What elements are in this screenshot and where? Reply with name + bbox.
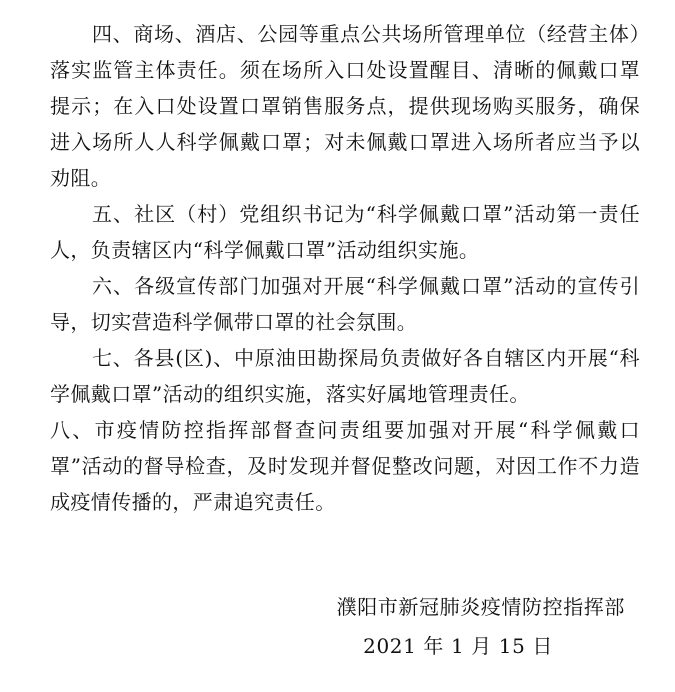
paragraph-item-7: 七、各县(区)、中原油田勘探局负责做好各自辖区内开展“科学佩戴口罩”活动的组织实施，落实好属地管理责任。 <box>50 346 640 406</box>
paragraph-item-4: 四、商场、酒店、公园等重点公共场所管理单位（经营主体）落实监管主体责任。须在场所入口处设置醒目、清晰的佩戴口罩提示；在入口处设置口罩销售服务点，提供现场购买服务，确保进入场所人人科学佩戴口罩；对未佩戴口罩进入场所者应当予以劝阻。 <box>50 22 640 190</box>
paragraph-item-6: 六、各级宣传部门加强对开展“科学佩戴口罩”活动的宣传引导，切实营造科学佩带口罩的社会氛围。 <box>50 274 640 334</box>
signature-date: 2021 年 1 月 15 日 <box>363 634 553 658</box>
signature-organization: 濮阳市新冠肺炎疫情防控指挥部 <box>336 595 625 619</box>
paragraph-item-8: 八、市疫情防控指挥部督查问责组要加强对开展“科学佩戴口罩”活动的督导检查，及时发现并督促整改问题，对因工作不力造成疫情传播的，严肃追究责任。 <box>50 418 640 514</box>
paragraph-item-5: 五、社区（村）党组织书记为“科学佩戴口罩”活动第一责任人，负责辖区内“科学佩戴口罩”活动组织实施。 <box>50 202 640 262</box>
